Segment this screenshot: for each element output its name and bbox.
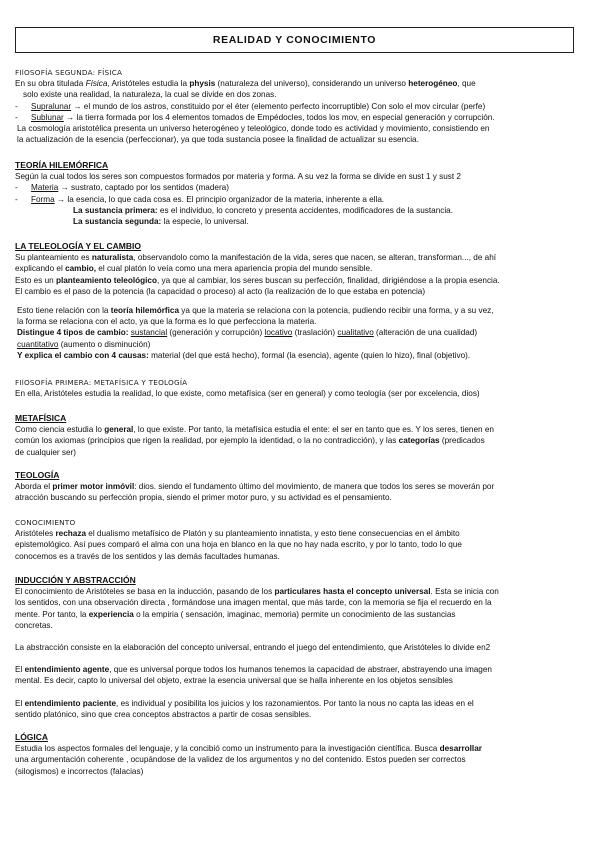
section-heading: METAFÍSICA xyxy=(15,413,67,423)
paragraph-line: Su planteamiento es naturalista, observandolo como la manifestación de la vida, seres que nacen, se alteran, transforman..., de ahí xyxy=(15,253,497,263)
paragraph-line: concretas. xyxy=(15,620,53,630)
paragraph-line: Aristóteles rechaza el dualismo metafísico de Platón y su planteamiento innatista, y esto tiene consecuencias en el ámbito xyxy=(15,529,460,539)
paragraph-line: atracción buscando su perfección propia, siendo el primer motor puro, y su actividad es el pensamiento. xyxy=(15,493,392,503)
paragraph-line: Esto es un planteamiento teleológico, ya que al cambiar, los seres buscan su perfección, finalidad, dirigiéndose a la propia esencia. xyxy=(15,275,500,285)
section-conocimiento xyxy=(15,517,595,562)
paragraph-line: común los axiomas (principios que rigen la realidad, por ejemplo la identidad, o la no contradicción), y las categorías (predicados xyxy=(15,436,485,446)
section-filosofia-primera xyxy=(15,377,595,399)
paragraph-line: solo existe una realidad, la naturaleza, la cual se divide en dos zonas. xyxy=(23,90,277,100)
list-item: - Forma → la esencia, lo que cada cosa es. El principio organizador de la materia, inherente a ella. xyxy=(15,194,385,204)
section-heading: TEOLOGÍA xyxy=(15,470,60,480)
paragraph-line: Esto tiene relación con la teoría hilemórfica ya que la materia se relaciona con la potencia, pudiendo recibir una forma, y a su vez, xyxy=(17,306,494,316)
paragraph-line: conocemos es a través de los sentidos y las demás facultades humanas. xyxy=(15,551,280,561)
list-subitem: La sustancia segunda: la especie, lo universal. xyxy=(73,217,249,227)
section-hilemorfica xyxy=(15,160,595,227)
paragraph-line: epistemológico. Así pues comparó el alma con una hoja en blanco en la que no hay nada escrito, y por lo tanto, todo lo que xyxy=(15,540,462,550)
paragraph-line: En ella, Aristóteles estudia la realidad, lo que existe, como metafísica (ser en general) y como teología (ser por excelencia, dios) xyxy=(15,389,480,399)
section-heading: FIlOSOFÍA SEGUNDA: FÍSICA xyxy=(15,68,123,77)
paragraph-line: la actualización de la esencia (perfeccionar), ya que toda sustancia posee la finalidad de actualizar su esencia. xyxy=(17,135,419,145)
paragraph-line: explicando el cambio, el cual platón lo veía como una mera apariencia propia del mundo sensible. xyxy=(15,264,373,274)
paragraph-line: los sentidos, con una observación directa , formándose una imagen mental, que más tarde, con la memoria se fija el recuerdo en la xyxy=(15,598,492,608)
section-logica xyxy=(15,732,595,777)
section-heading: TEORÍA HILEMÓRFICA xyxy=(15,160,109,170)
list-subitem: La sustancia primera: es el individuo, lo concreto y presenta accidentes, modificadores de la sustancia. xyxy=(73,205,454,215)
paragraph-line: Y explica el cambio con 4 causas: material (del que está hecho), formal (la esencia), agente (quien lo hizo), final (objetivo). xyxy=(17,350,471,360)
paragraph-line: mente. Por tanto, la experiencia o la empiria ( sensación, imaginac, memoria) permite un conocimiento de las sustancias xyxy=(15,609,456,619)
paragraph-line: La cosmología aristotélica presenta un universo heterogéneo y teleológico, donde todo es actividad y movimiento, consistiendo en xyxy=(17,124,490,134)
paragraph-line: El entendimiento agente, que es universal porque todos los humanos tenemos la capacidad de abstraer, abstrayendo una imagen xyxy=(15,665,492,675)
paragraph-line: Aborda el primer motor inmóvil: dios. siendo el fundamento último del movimiento, de manera que todos los seres se moverán por xyxy=(15,482,495,492)
paragraph-line: La abstracción consiste en la elaboración del concepto universal, entrando el juego del entendimiento, que Aristóteles lo divide en2 xyxy=(15,643,491,653)
paragraph-line: la forma se relaciona con el acto, ya que la forma es lo que perfecciona la materia. xyxy=(17,317,317,327)
section-heading: FIlOSOFÍA PRIMERA: METAFÍSICA Y TEOLOGÍA xyxy=(15,378,188,387)
paragraph-line: una argumentación coherente , ocupándose de la validez de los argumentos y no del contenido. Estos pueden ser correctos xyxy=(15,755,466,765)
paragraph-line: El cambio es el paso de la potencia (la capacidad o proceso) al acto (la realización de lo que estaba en potencia) xyxy=(15,286,426,296)
paragraph-line: Como ciencia estudia lo general, lo que existe. Por tanto, la metafísica estudia el ente: el ser en tanto que es. Y los seres, tienen en xyxy=(15,425,494,435)
paragraph-line: Estudia los aspectos formales del lenguaje, y la concibió como un instrumento para la investigación científica. Busca desarrollar xyxy=(15,744,482,754)
section-heading: LA TELEOLOGÍA Y EL CAMBIO xyxy=(15,241,141,251)
paragraph-line: sentido platónico, sino que crea conceptos abstractos a partir de cosas sensibles. xyxy=(15,709,312,719)
section-teologia xyxy=(15,470,595,504)
paragraph-line: El conocimiento de Aristóteles se basa en la inducción, pasando de los particulares hasta el concepto universal. Esta se inicia con xyxy=(15,587,499,597)
paragraph-line: En su obra titulada Física, Aristóteles estudia la physis (naturaleza del universo), considerando un universo heterogéneo, que xyxy=(15,79,476,89)
paragraph-line: (silogismos) e incorrectos (falacias) xyxy=(15,766,144,776)
paragraph-line: Distingue 4 tipos de cambio: sustancial (generación y corrupción) locativo (traslación) cualitativo (alteración de una cualidad) xyxy=(17,328,478,338)
list-item: - Materia → sustrato, captado por los sentidos (madera) xyxy=(15,183,229,193)
paragraph-line: Según la cual todos los seres son compuestos formados por materia y forma. A su vez la forma se divide en sust 1 y sust 2 xyxy=(15,172,461,182)
list-item: - Supralunar → el mundo de los astros, constituido por el éter (elemento perfecto incorruptible) Con solo el mov circular (perfe) xyxy=(15,101,486,111)
list-item: - Sublunar → la tierra formada por los 4 elementos tomados de Empédocles, todos los mov, en especial generación y corrupción. xyxy=(15,112,495,122)
document-title: REALIDAD Y CONOCIMIENTO xyxy=(15,27,574,53)
section-teleologia xyxy=(15,241,595,361)
section-heading: CONOCIMIENTO xyxy=(15,518,76,527)
section-heading: INDUCCIÓN Y ABSTRACCIÓN xyxy=(15,575,136,585)
paragraph-line: mental. Es decir, capto lo universal del objeto, extrae la esencia universal que se halla inherente en los objetos sensibles xyxy=(15,676,453,686)
section-heading: LÓGICA xyxy=(15,732,49,742)
paragraph-line: de cualquier ser) xyxy=(15,447,76,457)
paragraph-line: cuantitativo (aumento o disminución) xyxy=(17,339,151,349)
section-metafisica xyxy=(15,413,595,458)
paragraph-line: El entendimiento paciente, es individual y posibilita los juicios y los razonamientos. Por tanto la nous no capta las ideas en el xyxy=(15,698,474,708)
section-fisica xyxy=(15,67,595,145)
section-induccion xyxy=(15,575,595,720)
